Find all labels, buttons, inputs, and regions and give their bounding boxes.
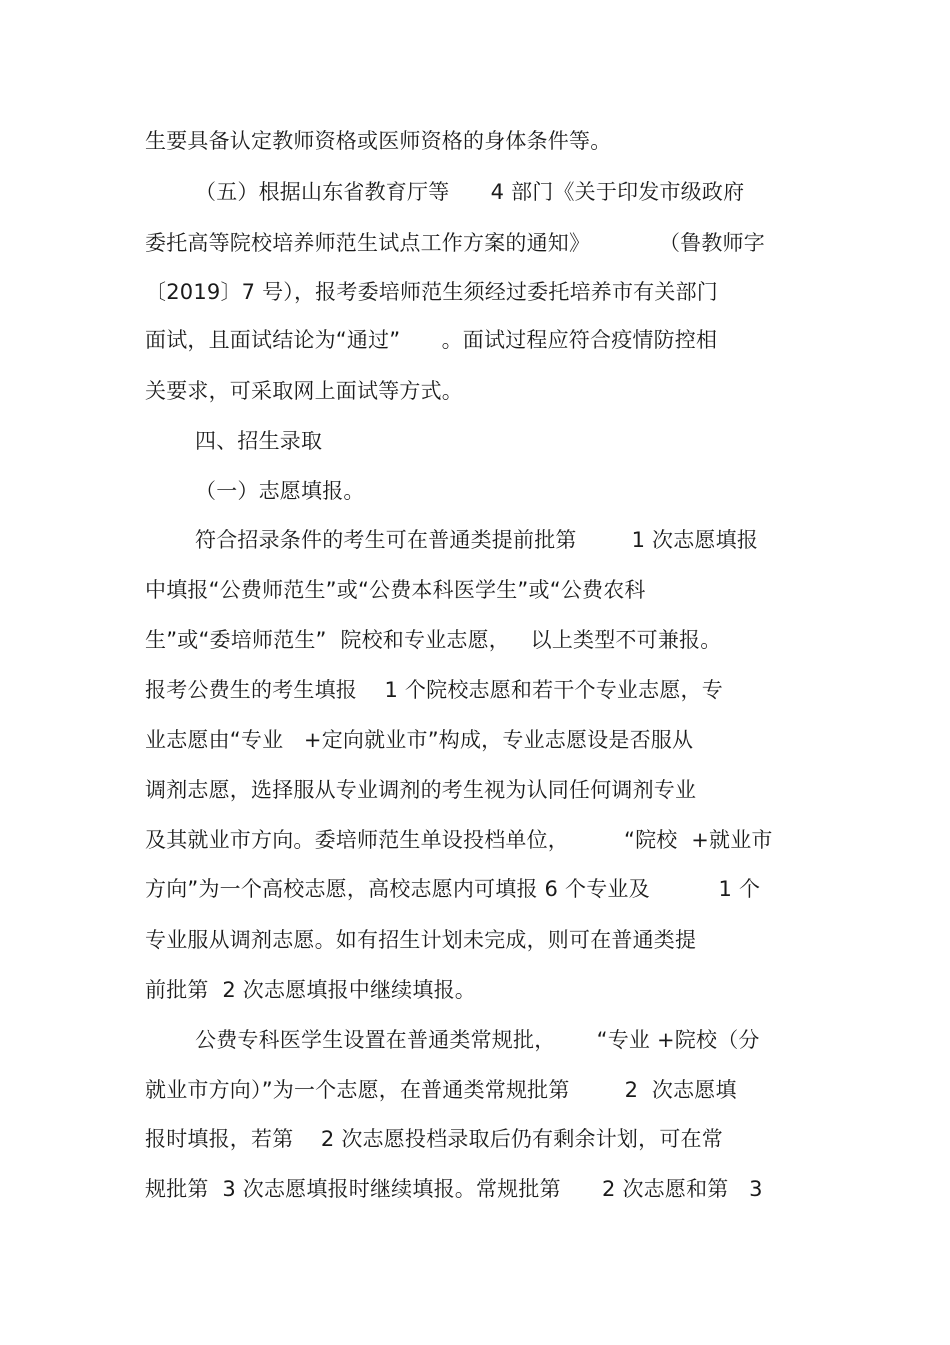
section-heading: 四、招生录取 <box>195 429 323 453</box>
text-line-1: 生要具备认定教师资格或医师资格的身体条件等。 <box>145 129 612 153</box>
text-line-5: 面试，且面试结论为“通过” 。面试过程应符合疫情防控相 <box>145 328 718 352</box>
text-line-22: 规批第 3 次志愿填报时继续填报。常规批第 2 次志愿和第 3 <box>145 1177 763 1201</box>
text-line-11: 生”或“委培师范生” 院校和专业志愿， 以上类型不可兼报。 <box>145 628 722 652</box>
subsection-heading: （一）志愿填报。 <box>195 479 365 503</box>
text-line-15: 及其就业市方向。委培师范生单设投档单位， “院校 +就业市 <box>145 828 773 852</box>
text-line-16: 方向”为一个高校志愿，高校志愿内可填报 6 个专业及 1 个 <box>145 877 761 901</box>
text-line-6: 关要求，可采取网上面试等方式。 <box>145 379 463 403</box>
text-line-19: 公费专科医学生设置在普通类常规批， “专业 +院校（分 <box>195 1028 760 1052</box>
text-line-3: 委托高等院校培养师范生试点工作方案的通知》 （鲁教师字 <box>145 231 765 255</box>
text-line-17: 专业服从调剂志愿。如有招生计划未完成，则可在普通类提 <box>145 928 697 952</box>
text-line-10: 中填报“公费师范生”或“公费本科医学生”或“公费农科 <box>145 578 646 602</box>
text-line-20: 就业市方向）”为一个志愿，在普通类常规批第 2 次志愿填 <box>145 1078 737 1102</box>
text-line-2: （五）根据山东省教育厅等 4 部门《关于印发市级政府 <box>195 180 745 204</box>
text-line-9: 符合招录条件的考生可在普通类提前批第 1 次志愿填报 <box>195 528 759 552</box>
text-line-18: 前批第 2 次志愿填报中继续填报。 <box>145 978 476 1002</box>
text-line-13: 业志愿由“专业 +定向就业市”构成，专业志愿设是否服从 <box>145 728 694 752</box>
text-line-14: 调剂志愿，选择服从专业调剂的考生视为认同任何调剂专业 <box>145 778 697 802</box>
text-line-4: 〔2019〕7 号），报考委培师范生须经过委托培养市有关部门 <box>145 280 718 304</box>
text-line-12: 报考公费生的考生填报 1 个院校志愿和若干个专业志愿，专 <box>145 678 723 702</box>
text-line-21: 报时填报，若第 2 次志愿投档录取后仍有剩余计划，可在常 <box>145 1127 723 1151</box>
